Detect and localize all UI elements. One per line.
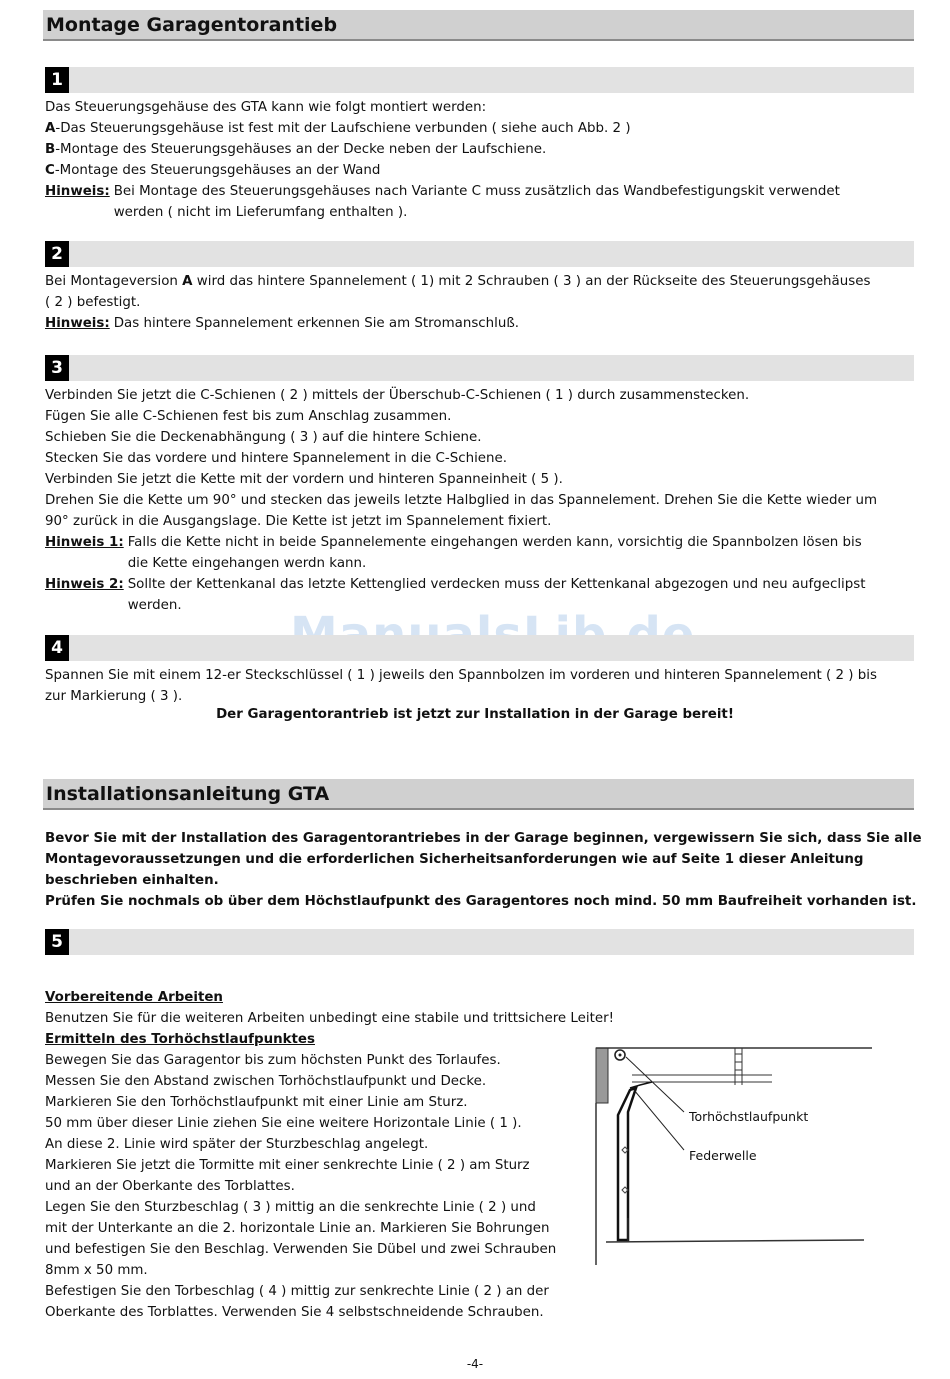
step-number-2: 2: [45, 241, 69, 267]
step2-text: [45, 271, 915, 334]
step-bar-3: [45, 355, 914, 381]
step-number-3: 3: [45, 355, 69, 381]
pointer-spring-shaft: [634, 1090, 684, 1150]
step2-line1: Bei Montageversion A wird das hintere Spannelement ( 1) mit 2 Schrauben ( 3 ) an der Rückseite des Steuerungsgehäuses: [45, 274, 871, 289]
step-bar-4: [45, 635, 914, 661]
ready-message: Der Garagentorantrieb ist jetzt zur Installation in der Garage bereit!: [216, 707, 734, 722]
prep-text: Benutzen Sie für die weiteren Arbeiten unbedingt eine stabile und trittsichere Leiter!: [45, 1011, 614, 1026]
step-bar-2: [45, 241, 914, 267]
step1-text: [45, 97, 915, 223]
garage-door-diagram: [592, 1040, 882, 1290]
page-number: -4-: [466, 1357, 484, 1371]
step-number-4: 4: [45, 635, 69, 661]
step-bar-1: [45, 67, 914, 93]
step5-text: Vorbereitende Arbeiten Benutzen Sie für die weiteren Arbeiten unbedingt eine stabile und trittsichere Leiter! Ermitteln des Torhöchstlaufpunktes Bewegen Sie das Garagentor bis zum höchsten Punkt des Torlaufes. Messen Sie den Abstand zwischen Torhöchstlaufpunkt und Decke. Markieren Sie den Torhöchstlaufpunkt mit einer Linie am Sturz. 50 mm über dieser Linie ziehen Sie eine weitere Horizontale Linie ( 1 ). An diese 2. Linie wird später der Sturzbeschlag angelegt. Markieren Sie jetzt die Tormitte mit einer senkrechte Linie ( 2 ) am Sturz und an der Oberkante des Torblattes. Legen Sie den Sturzbeschlag ( 3 ) mittig an die senkrechte Linie ( 2 ) und mit der Unterkante an die 2. horizontale Linie an. Markieren Sie Bohrungen und befestigen Sie den Beschlag. Verwenden Sie Dübel und zwei Schrauben 8mm x 50 mm. Befestigen Sie den Torbeschlag ( 4 ) mittig zur senkrechte Linie ( 2 ) an der Oberkante des Torblattes. Verwenden Sie 4 selbstschneidende Schrauben.: [45, 987, 590, 1323]
step1-option-c: C-Montage des Steuerungsgehäuses an der Wand: [45, 163, 381, 178]
floor-line: [606, 1240, 864, 1242]
section-title-montage: Montage Garagentorantieb: [43, 10, 914, 41]
prep-heading: Vorbereitende Arbeiten: [45, 990, 223, 1005]
step-number-1: 1: [45, 67, 69, 93]
step4-text: Spannen Sie mit einem 12-er Steckschlüssel ( 1 ) jeweils den Spannbolzen im vorderen und hinteren Spannelement ( 2 ) bis zur Markierung ( 3 ).: [45, 668, 877, 704]
garage-door-drawing: [592, 1040, 882, 1290]
step2-line2: ( 2 ) befestigt.: [45, 295, 141, 310]
step1-intro: Das Steuerungsgehäuse des GTA kann wie folgt montiert werden:: [45, 100, 487, 115]
label-top-point: Torhöchstlaufpunkt: [689, 1109, 809, 1124]
step1-option-b: B-Montage des Steuerungsgehäuses an der Decke neben der Laufschiene.: [45, 142, 547, 157]
step-number-5: 5: [45, 929, 69, 955]
step3-hint1: Hinweis 1: Falls die Kette nicht in beide Spannelemente eingehangen werden kann, vorsichtig die Spannbolzen lösen bis die Kette eingehangen werdn kann.: [45, 535, 862, 571]
top-point-heading: Ermitteln des Torhöchstlaufpunktes: [45, 1032, 315, 1047]
step-bar-5: [45, 929, 914, 955]
pointer-top-point: [626, 1057, 684, 1112]
label-spring-shaft: Federwelle: [689, 1148, 757, 1163]
step2-hint: Hinweis: Das hintere Spannelement erkennen Sie am Stromanschluß.: [45, 316, 520, 331]
section-title-installation: Installationsanleitung GTA: [43, 779, 914, 810]
step3-hint2: Hinweis 2: Sollte der Kettenkanal das letzte Kettenglied verdecken muss der Kettenkanal abgezogen und neu aufgeclipst werden.: [45, 577, 866, 613]
step1-hint: Hinweis: Bei Montage des Steuerungsgehäuses nach Variante C muss zusätzlich das Wandbefestigungskit verwendet werden ( nicht im Lieferumfang enthalten ).: [45, 181, 915, 223]
hint-label: Hinweis:: [45, 184, 110, 199]
step1-option-a: A-Das Steuerungsgehäuse ist fest mit der Laufschiene verbunden ( siehe auch Abb. 2 ): [45, 121, 631, 136]
installation-intro: Bevor Sie mit der Installation des Garagentorantriebes in der Garage beginnen, vergewissern Sie sich, dass Sie alle Montagevoraussetzungen und die erforderlichen Sicherheitsanforderungen wie auf Seite 1 dieser Anleitung beschrieben einhalten. Prüfen Sie nochmals ob über dem Höchstlaufpunkt des Garagentores noch mind. 50 mm Baufreiheit vorhanden ist.: [45, 831, 922, 909]
step3-text: Verbinden Sie jetzt die C-Schienen ( 2 ) mittels der Überschub-C-Schienen ( 1 ) durch zusammenstecken. Fügen Sie alle C-Schienen fest bis zum Anschlag zusammen. Schieben Sie die Deckenabhängung ( 3 ) auf die hintere Schiene. Stecken Sie das vordere und hintere Spannelement in die C-Schiene. Verbinden Sie jetzt die Kette mit der vordern und hinteren Spanneinheit ( 5 ). Drehen Sie die Kette um 90° und stecken das jeweils letzte Halbglied in das Spannelement. Drehen Sie die Kette wieder um 90° zurück in die Ausgangslage. Die Kette ist jetzt im Spannelement fixiert. Hinweis 1: Falls die Kette nicht in beide Spannelemente eingehangen werden kann, vorsichtig die Spannbolzen lösen bis die Kette eingehangen werdn kann. Hinweis 2: Sollte der Kettenkanal das letzte Kettenglied verdecken muss der Kettenkanal abgezogen und neu aufgeclipst werden.: [45, 385, 915, 616]
lintel-wall: [596, 1048, 608, 1103]
door-leaf: [618, 1088, 636, 1240]
